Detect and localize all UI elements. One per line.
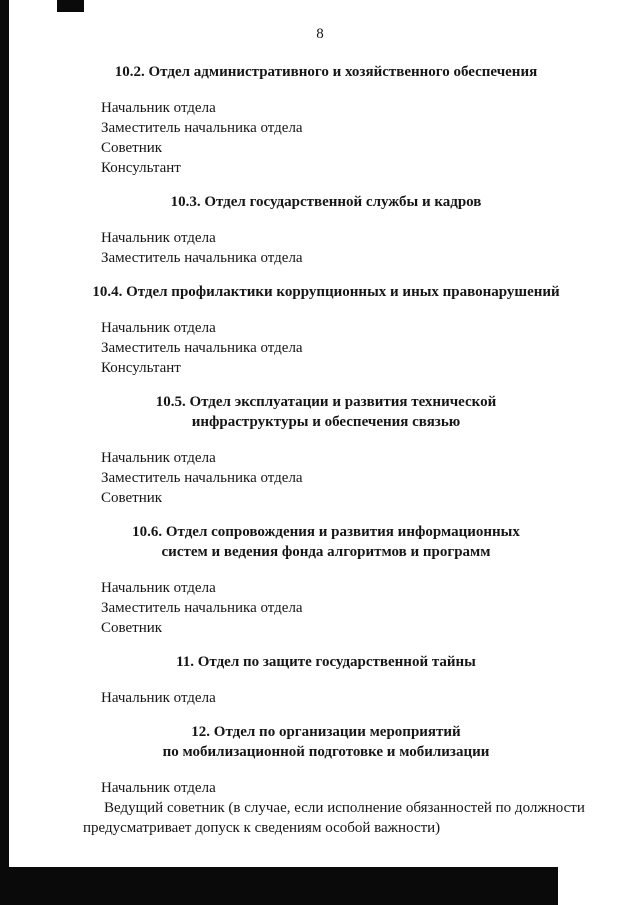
heading-line: 10.3. Отдел государственной службы и кадров [170,194,482,210]
position-item: Консультант [101,360,181,376]
heading-line: инфраструктуры и обеспечения связью [191,414,461,430]
position-item: Начальник отдела [101,450,216,466]
position-item: Заместитель начальника отдела [101,340,303,356]
section-11 [20,652,620,708]
position-item: Советник [101,490,163,506]
position-item: Начальник отдела [101,100,216,116]
section-10-2 [20,62,620,178]
section-heading [20,392,620,432]
positions-list [101,228,620,268]
section-10-3 [20,192,620,268]
section-heading [20,192,620,212]
positions-list [101,688,620,708]
position-item: Заместитель начальника отдела [101,120,303,136]
heading-line: 10.4. Отдел профилактики коррупционных и иных правонарушений [92,284,560,300]
scan-artifact-bottom-bar [8,867,558,905]
section-10-5 [20,392,620,508]
position-item: Консультант [101,160,181,176]
position-item: Заместитель начальника отдела [101,600,303,616]
section-10-6 [20,522,620,638]
position-item: Начальник отдела [101,690,216,706]
section-12 [20,722,620,838]
positions-list [101,98,620,178]
heading-line: по мобилизационной подготовке и мобилизации [162,744,490,760]
positions-list [101,578,620,638]
heading-line: 10.5. Отдел эксплуатации и развития технической [155,394,497,410]
position-item: Начальник отдела [101,230,216,246]
heading-line: 12. Отдел по организации мероприятий [191,724,461,740]
heading-line: 10.2. Отдел административного и хозяйственного обеспечения [114,64,538,80]
positions-list [101,448,620,508]
section-heading [20,62,620,82]
position-note: Ведущий советник (в случае, если исполнение обязанностей по должности предусматривает допуск к сведениям особой важности) [83,800,585,836]
positions-list [101,778,620,798]
section-heading [20,522,620,562]
position-item: Начальник отдела [101,580,216,596]
page-number: 8 [316,26,324,42]
position-item: Начальник отдела [101,780,216,796]
heading-line: систем и ведения фонда алгоритмов и программ [161,544,491,560]
position-item: Начальник отдела [101,320,216,336]
section-heading [20,722,620,762]
position-item: Советник [101,620,163,636]
position-item: Заместитель начальника отдела [101,470,303,486]
heading-line: 10.6. Отдел сопровождения и развития информационных [132,524,520,540]
section-10-4 [20,282,620,378]
section-heading [20,282,620,302]
section-heading [20,652,620,672]
position-item: Заместитель начальника отдела [101,250,303,266]
positions-list [101,318,620,378]
position-item: Советник [101,140,163,156]
heading-line: 11. Отдел по защите государственной тайны [176,654,476,670]
